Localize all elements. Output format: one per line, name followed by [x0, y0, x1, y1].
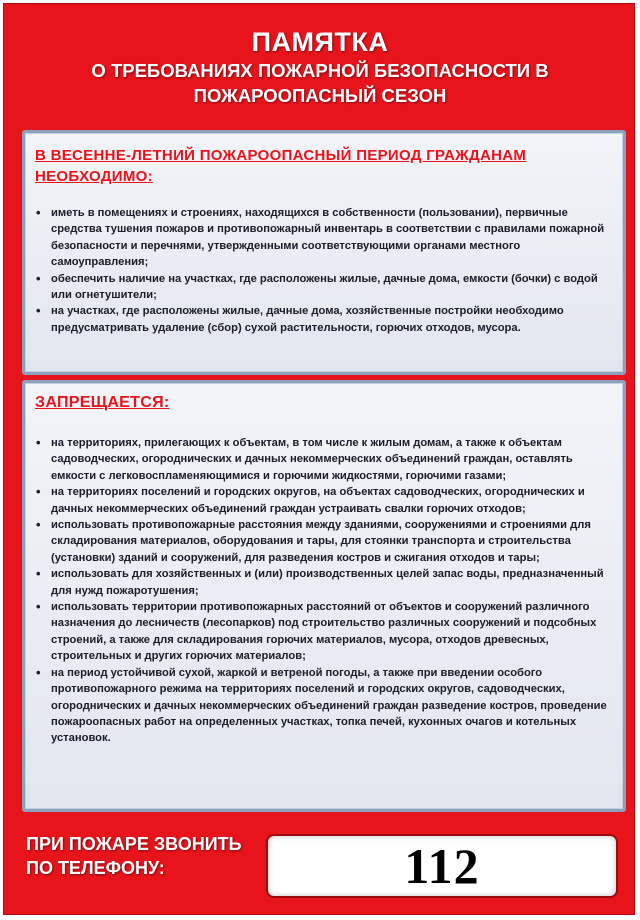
emergency-phone-box	[266, 834, 618, 898]
emergency-phone-number: 112	[404, 838, 480, 894]
fire-safety-poster	[3, 3, 635, 915]
emergency-call-label-line1: ПРИ ПОЖАРЕ ЗВОНИТЬ	[26, 834, 242, 854]
list-item: • на территориях, прилегающих к объектам, в том числе к жилым домам, а также к объектам садоводческих, огороднических и дачных некоммерческих объединений граждан, оставлять емкости с легковоспламеняющимися и горючими жидкостями, горючими газами;	[51, 435, 611, 484]
prohibited-section-title: ЗАПРЕЩАЕТСЯ:	[35, 394, 170, 411]
poster-subtitle-line2: ПОЖАРООПАСНЫЙ СЕЗОН	[193, 85, 447, 106]
list-item: • на участках, где расположены жилые, дачные дома, хозяйственные постройки необходимо предусматривать удаление (сбор) сухой растительности, горючих отходов, мусора.	[51, 303, 611, 336]
required-list	[25, 205, 623, 336]
required-section-title: В ВЕСЕННЕ-ЛЕТНИЙ ПОЖАРООПАСНЫЙ ПЕРИОД ГРАЖДАНАМ НЕОБХОДИМО:	[35, 147, 527, 185]
prohibited-section	[22, 380, 626, 812]
emergency-call-label-line2: ПО ТЕЛЕФОНУ:	[26, 858, 165, 878]
list-item: • обеспечить наличие на участках, где расположены жилые, дачные дома, емкости (бочки) с водой или огнетушители;	[51, 271, 611, 304]
required-section	[22, 130, 626, 375]
emergency-call-label	[26, 832, 266, 880]
list-item: • использовать территории противопожарных расстояний от объектов и сооружений различного назначения до лесничеств (лесопарков) под строительство различных сооружений и подсобных строений, а также для складирования горючих материалов, мусора, отходов древесных, строительных и других горючих материалов;	[51, 599, 611, 665]
list-item: • использовать для хозяйственных и (или) производственных целей запас воды, предназначенный для нужд пожаротушения;	[51, 566, 611, 599]
list-item: • на период устойчивой сухой, жаркой и ветреной погоды, а также при введении особого противопожарного режима на территориях поселений и городских округов, садоводческих, огороднических и дачных некоммерческих объединений граждан разведение костров, проведение пожароопасных работ на определенных участках, топка печей, кухонных очагов и котельных установок.	[51, 665, 611, 747]
prohibited-list	[25, 435, 623, 747]
list-item: • использовать противопожарные расстояния между зданиями, сооружениями и строениями для складирования материалов, оборудования и тары, для стоянки транспорта и строительства (установки) зданий и сооружений, для разведения костров и сжигания отходов и тары;	[51, 517, 611, 566]
poster-header	[20, 20, 620, 126]
poster-subtitle-line1: О ТРЕБОВАНИЯХ ПОЖАРНОЙ БЕЗОПАСНОСТИ В	[91, 60, 549, 81]
poster-title: ПАМЯТКА	[251, 27, 389, 57]
list-item: • иметь в помещениях и строениях, находящихся в собственности (пользовании), первичные средства тушения пожаров и противопожарный инвентарь в соответствии с правилами пожарной безопасности и перечнями, утвержденными соответствующими органами местного самоуправления;	[51, 205, 611, 271]
list-item: • на территориях поселений и городских округов, на объектах садоводческих, огороднических и дачных некоммерческих объединений граждан устраивать свалки горючих отходов;	[51, 484, 611, 517]
